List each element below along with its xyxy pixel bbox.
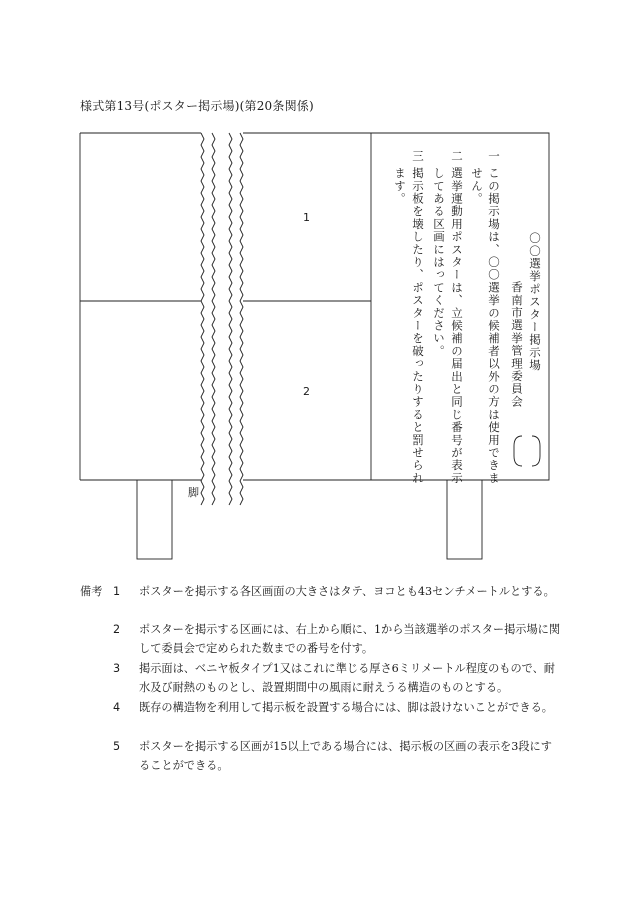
remark-item-4 [113,698,563,717]
remark-text: 既存の構造物を利用して掲示板を設置する場合には、脚は設けないことができる。 [139,701,553,714]
remark-number: 3 [113,662,121,675]
notice-title: 〇〇選挙ポスター掲示場 [528,232,542,372]
break-line-2 [212,133,215,505]
rule-3-line-2: ます。 [393,167,407,206]
break-line-1 [201,133,204,505]
rule-2-line-1: 選挙運動用ポスターは、立候補の届出と同じ番号が表示 [450,167,464,485]
remark-item-5 [113,737,563,775]
rule-3-line-1: 掲示板を壊したり、ポスターを破ったりすると罰せられ [411,167,425,485]
leg-label: 脚 [188,486,199,499]
remark-number: 2 [113,623,121,636]
remark-number: 1 [113,585,121,598]
remark-number: 4 [113,701,121,714]
rule-1-number: 一 [487,150,501,163]
rule-3-number: 三 [411,150,425,163]
left-leg [137,480,172,559]
remark-item-1 [113,582,563,601]
rule-1-line-1: この掲示場は、〇〇選挙の候補者以外の方は使用できま [487,167,501,485]
remark-text: ポスターを掲示する区画が15以上である場合には、掲示板の区画の表示を3段にすることができる。 [139,740,552,772]
remark-item-2 [113,620,563,658]
bracket-close [532,436,540,466]
remark-text: ポスターを掲示する区画には、右上から順に、1から当該選挙のポスター掲示場に関して委員会で定められた数までの番号を付す。 [139,623,561,655]
cell-number-2: 2 [303,385,310,398]
notice-issuer: 香南市選挙管理委員会 [510,281,524,408]
rule-2-number: 二 [450,150,464,163]
cell-number-1: 1 [303,211,310,224]
remark-text: ポスターを掲示する各区画面の大きさはタテ、ヨコとも43センチメートルとする。 [139,585,555,598]
remarks-heading: 備考 [80,585,103,598]
break-line-3 [229,133,232,505]
rule-1-line-2: せん。 [470,167,484,206]
remark-text: 掲示面は、ベニヤ板タイプ1又はこれに準じる厚さ6ミリメートル程度のもので、耐水及び耐熱のものとし、設置期間中の風雨に耐えうる構造のものとする。 [139,662,555,694]
right-leg [447,480,482,559]
break-line-4 [240,133,243,505]
form-title: 様式第13号(ポスター掲示場)(第20条関係) [80,99,314,113]
rule-2-line-2: してある区画にはってください。 [432,167,446,358]
remark-number: 5 [113,740,121,753]
remark-item-3 [113,659,563,697]
bracket-open [514,436,522,466]
